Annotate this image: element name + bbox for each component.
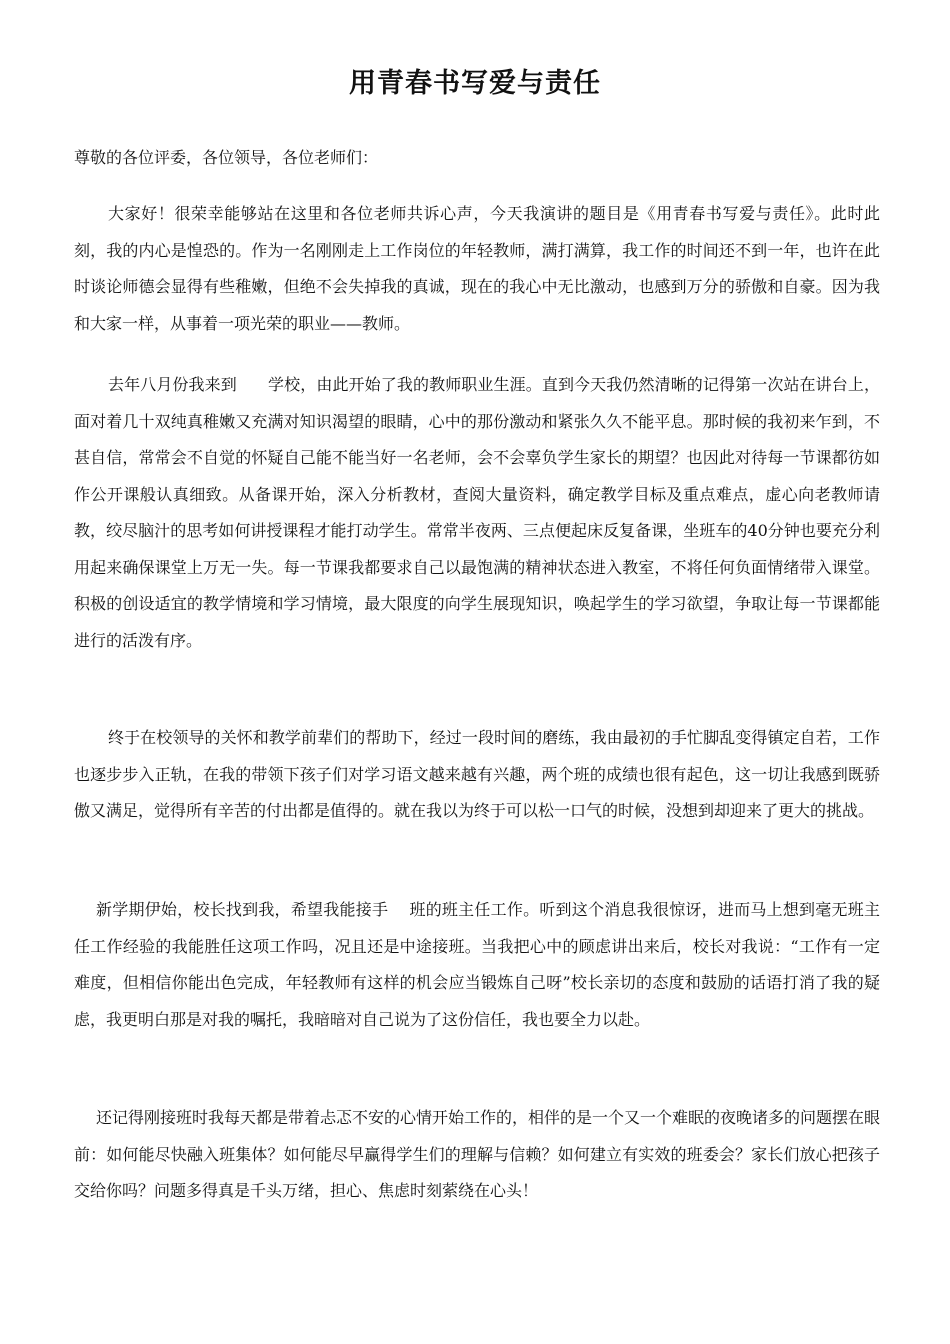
paragraph-2: 去年八月份我来到 学校，由此开始了我的教师职业生涯。直到今天我仍然清晰的记得第一次站在讲台上，面对着几十双纯真稚嫩又充满对知识渴望的眼睛，心中的那份激动和紧张久久不能平息。那时候的我初来乍到，不甚自信，常常会不自觉的怀疑自己能不能当好一名老师，会不会辜负学生家长的期望？也因此对待每一节课都彷如作公开课般认真细致。从备课开始，深入分析教材，查阅大量资料，确定教学目标及重点难点，虚心向老教师请教，绞尽脑汁的思考如何讲授课程才能打动学生。常常半夜两、三点便起床反复备课，坐班车的40分钟也要充分利用起来确保课堂上万无一失。每一节课我都要求自己以最饱满的精神状态进入教室，不将任何负面情绪带入课堂。积极的创设适宜的教学情境和学习情境，最大限度的向学生展现知识，唤起学生的学习欲望，争取让每一节课都能进行的活泼有序。 (74, 375, 880, 650)
document-title: 用青春书写爱与责任 (349, 68, 601, 99)
paragraph-3: 终于在校领导的关怀和教学前辈们的帮助下，经过一段时间的磨练，我由最初的手忙脚乱变得镇定自若，工作也逐步步入正轨，在我的带领下孩子们对学习语文越来越有兴趣，两个班的成绩也很有起色，这一切让我感到既骄傲又满足，觉得所有辛苦的付出都是值得的。就在我以为终于可以松一口气的时候，没想到却迎来了更大的挑战。 (74, 728, 880, 820)
paragraph-5: 还记得刚接班时我每天都是带着忐忑不安的心情开始工作的，相伴的是一个又一个难眠的夜晚诸多的问题摆在眼前：如何能尽快融入班集体？如何能尽早赢得学生们的理解与信赖？如何建立有实效的班委会？家长们放心把孩子交给你吗？问题多得真是千头万绪，担心、焦虑时刻萦绕在心头！ (74, 1108, 881, 1200)
paragraph-4: 新学期伊始，校长找到我，希望我能接手 班的班主任工作。听到这个消息我很惊讶，进而马上想到毫无班主任工作经验的我能胜任这项工作吗，况且还是中途接班。当我把心中的顾虑讲出来后，校长对我说：“工作有一定难度，但相信你能出色完成，年轻教师有这样的机会应当锻炼自己呀”校长亲切的态度和鼓励的话语打消了我的疑虑，我更明白那是对我的嘱托，我暗暗对自己说为了这份信任，我也要全力以赴。 (74, 900, 880, 1029)
paragraph-1: 大家好！很荣幸能够站在这里和各位老师共诉心声，今天我演讲的题目是《用青春书写爱与责任》。此时此刻，我的内心是惶恐的。作为一名刚刚走上工作岗位的年轻教师，满打满算，我工作的时间还不到一年，也许在此时谈论师德会显得有些稚嫩，但绝不会失掉我的真诚，现在的我心中无比激动，也感到万分的骄傲和自豪。因为我和大家一样，从事着一项光荣的职业——教师。 (74, 204, 880, 333)
salutation: 尊敬的各位评委，各位领导，各位老师们： (74, 148, 379, 167)
